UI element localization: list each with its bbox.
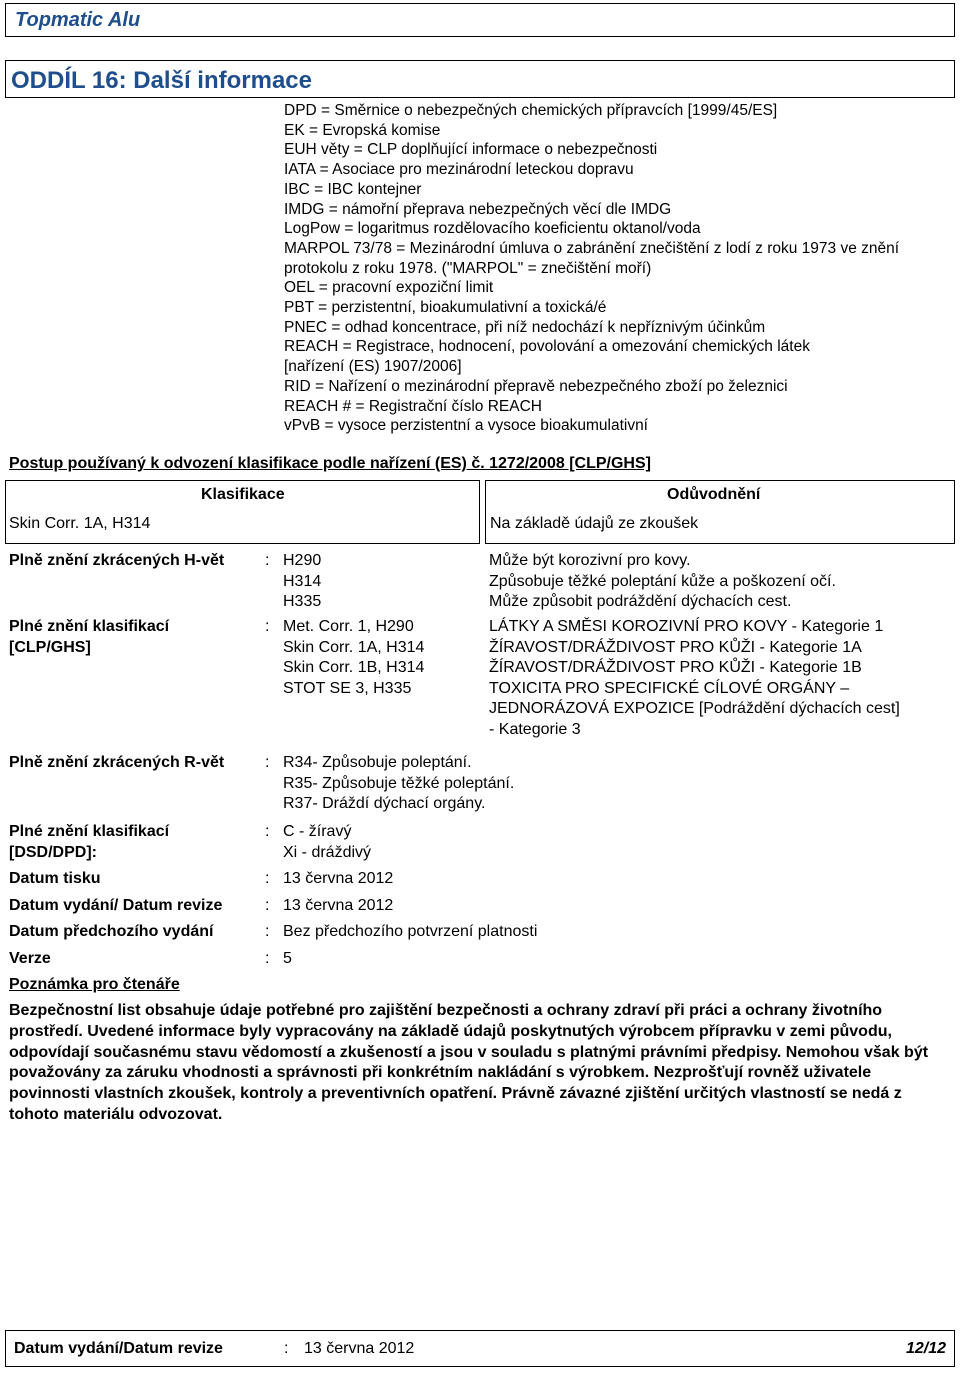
- previous-date-value: Bez předchozího potvrzení platnosti: [283, 923, 538, 940]
- r-text: R34- Způsobuje poleptání.: [283, 754, 472, 771]
- colon: :: [265, 754, 270, 771]
- dsd-text: Xi - dráždivý: [283, 843, 372, 861]
- dsd-label-line: Plné znění klasifikací: [9, 823, 170, 840]
- document-footer: [5, 1330, 955, 1367]
- classification-header: Klasifikace: [201, 486, 285, 503]
- dsd-label-line: [DSD/DPD]:: [9, 843, 97, 861]
- reason-header: Odůvodnění: [667, 486, 761, 503]
- colon: :: [265, 923, 270, 940]
- abbreviation-item: IATA = Asociace pro mezinárodní leteckou dopravu: [284, 161, 634, 179]
- h-code: H290: [283, 552, 322, 569]
- print-date-label: Datum tisku: [9, 870, 101, 887]
- h-text: Může způsobit podráždění dýchacích cest.: [489, 593, 792, 610]
- version-label: Verze: [9, 950, 51, 967]
- r-text: R35- Způsobuje těžké poleptání.: [283, 774, 515, 792]
- colon: :: [265, 950, 270, 967]
- classification-table: [5, 480, 955, 544]
- h-code: H335: [283, 593, 322, 610]
- h-phrases-texts: [489, 551, 954, 613]
- abbreviation-item: EK = Evropská komise: [284, 121, 441, 139]
- clp-label: [9, 617, 169, 658]
- reason-value: Na základě údajů ze zkoušek: [490, 515, 699, 532]
- clp-text: JEDNORÁZOVÁ EXPOZICE [Podráždění dýchacích cest]: [489, 700, 900, 717]
- clp-label-line: Plné znění klasifikací: [9, 618, 170, 635]
- colon: :: [284, 1340, 289, 1357]
- r-text: R37- Dráždí dýchací orgány.: [283, 795, 486, 812]
- clp-text: ŽÍRAVOST/DRÁŽDIVOST PRO KŮŽI - Kategorie 1A: [489, 638, 862, 656]
- clp-codes: [283, 617, 424, 699]
- h-code: H314: [283, 572, 322, 590]
- colon: :: [265, 897, 270, 914]
- abbreviation-item: DPD = Směrnice o nebezpečných chemických přípravcích [1999/45/ES]: [284, 102, 778, 119]
- r-phrases-texts: [283, 753, 514, 815]
- abbreviation-item: PNEC = odhad koncentrace, při níž nedochází k nepříznivým účinkům: [284, 318, 766, 336]
- section-title: ODDÍL 16: Další informace: [11, 67, 312, 94]
- print-date-value: 13 června 2012: [283, 870, 394, 887]
- clp-code: Met. Corr. 1, H290: [283, 618, 414, 635]
- classification-value: Skin Corr. 1A, H314: [9, 515, 151, 532]
- abbreviation-item: OEL = pracovní expoziční limit: [284, 279, 494, 297]
- previous-date-label: Datum předchozího vydání: [9, 923, 214, 940]
- abbreviation-item: vPvB = vysoce perzistentní a vysoce bioakumulativní: [284, 417, 648, 435]
- document-header: [5, 3, 955, 37]
- colon: :: [265, 870, 270, 887]
- footer-revision-label: Datum vydání/Datum revize: [14, 1340, 223, 1357]
- colon: :: [265, 618, 270, 635]
- section-header: [5, 60, 955, 98]
- reader-note-heading: Poznámka pro čtenáře: [9, 976, 180, 993]
- product-title: Topmatic Alu: [15, 9, 141, 31]
- abbreviation-item: [nařízení (ES) 1907/2006]: [284, 358, 462, 376]
- abbreviation-item: REACH # = Registrační číslo REACH: [284, 397, 542, 415]
- abbreviation-item: IBC = IBC kontejner: [284, 180, 422, 198]
- abbreviation-item: REACH = Registrace, hodnocení, povolování a omezování chemických látek: [284, 338, 810, 356]
- revision-date-label: Datum vydání/ Datum revize: [9, 897, 223, 914]
- h-phrases-label: Plně znění zkrácených H-vět: [9, 552, 225, 569]
- h-phrases-codes: [283, 551, 321, 613]
- colon: :: [265, 823, 270, 840]
- clp-text: TOXICITA PRO SPECIFICKÉ CÍLOVÉ ORGÁNY –: [489, 679, 850, 697]
- clp-text: ŽÍRAVOST/DRÁŽDIVOST PRO KŮŽI - Kategorie 1B: [489, 659, 862, 676]
- r-phrases-label: Plně znění zkrácených R-vět: [9, 754, 225, 771]
- revision-date-value: 13 června 2012: [283, 897, 394, 914]
- clp-text: - Kategorie 3: [489, 720, 581, 738]
- version-value: 5: [283, 950, 292, 967]
- abbreviation-item: IMDG = námořní přeprava nebezpečných věcí dle IMDG: [284, 200, 672, 218]
- abbreviation-item: EUH věty = CLP doplňující informace o nebezpečnosti: [284, 141, 658, 159]
- clp-code: Skin Corr. 1A, H314: [283, 638, 425, 656]
- clp-code: STOT SE 3, H335: [283, 679, 412, 697]
- colon: :: [265, 552, 270, 569]
- h-text: Může být korozivní pro kovy.: [489, 552, 691, 569]
- footer-revision-value: 13 června 2012: [304, 1340, 415, 1357]
- classification-heading: Postup používaný k odvození klasifikace podle nařízení (ES) č. 1272/2008 [CLP/GHS]: [9, 455, 651, 472]
- abbreviation-item: MARPOL 73/78 = Mezinárodní úmluva o zabránění znečištění z lodí z roku 1973 ve znění protokolu z roku 1978. ("MARPOL" = znečištění moří): [284, 239, 900, 277]
- dsd-texts: [283, 822, 371, 863]
- abbreviation-item: PBT = perzistentní, bioakumulativní a toxická/é: [284, 299, 607, 317]
- reader-note-text: Bezpečnostní list obsahuje údaje potřebné pro zajištění bezpečnosti a ochrany zdraví při práci a ochrany životního prostředí. Uvedené informace byly vypracovány na základě údajů poskytnutých výrobcem přípravku v zemi původu, odpovídají současnému stavu vědomostí a zkušeností a jsou v souladu s platnými právními předpisy. Nemohou však být považovány za záruku vhodnosti a správnosti při konkrétním nakládání s výrobkem. Nezprošťují rovněž uživatele povinnosti vlastních zkoušek, kontroly a preventivních opatření. Právně závazné zjištění určitých vlastností se nedá z tohoto materiálu odvozovat.: [9, 1002, 929, 1123]
- abbreviations-list: [284, 101, 954, 436]
- page-number: 12/12: [905, 1340, 946, 1357]
- clp-texts: [489, 617, 954, 740]
- abbreviation-item: LogPow = logaritmus rozdělovacího koeficientu oktanol/voda: [284, 220, 701, 238]
- abbreviation-item: RID = Nařízení o mezinárodní přepravě nebezpečného zboží po železnici: [284, 377, 788, 395]
- clp-code: Skin Corr. 1B, H314: [283, 659, 425, 676]
- h-text: Způsobuje těžké poleptání kůže a poškození očí.: [489, 572, 836, 590]
- clp-text: LÁTKY A SMĚSI KOROZIVNÍ PRO KOVY - Kategorie 1: [489, 618, 884, 635]
- dsd-text: C - žíravý: [283, 823, 352, 840]
- clp-label-line: [CLP/GHS]: [9, 638, 91, 656]
- dsd-label: [9, 822, 169, 863]
